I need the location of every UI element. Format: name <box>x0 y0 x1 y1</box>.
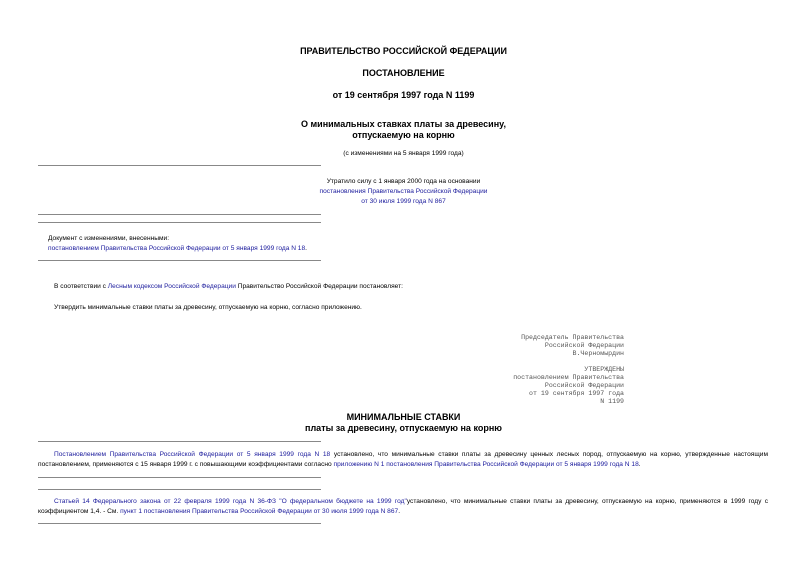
doc-title-line2: отпускаемую на корню <box>352 130 455 140</box>
divider <box>38 477 321 478</box>
invalidation-link-line2[interactable]: от 30 июля 1999 года N 867 <box>361 198 446 205</box>
note-1 <box>38 450 768 470</box>
note1-tail: . <box>638 461 641 468</box>
p1-suffix: Правительство Российской Федерации постановляет: <box>235 283 403 290</box>
invalidation-line1: Утратило силу с 1 января 2000 года на основании <box>326 178 481 185</box>
note1-link-decree[interactable]: Постановлением Правительства Российской Федерации от 5 января 1999 года N 18 <box>54 451 331 458</box>
divider <box>38 214 321 215</box>
signature-line3: В.Черномырдин <box>572 350 624 357</box>
government-heading: ПРАВИТЕЛЬСТВО РОССИЙСКОЙ ФЕДЕРАЦИИ <box>300 46 507 56</box>
body-paragraph-2: Утвердить минимальные ставки платы за древесину, отпускаемую на корню, согласно приложению. <box>54 304 362 311</box>
divider <box>38 441 321 442</box>
note2-link-decree[interactable]: пункт 1 постановления Правительства Российской Федерации от 30 июля 1999 года N 867 <box>120 508 399 515</box>
changes-note-link[interactable]: постановлением Правительства Российской Федерации от 5 января 1999 года N 18 <box>48 245 306 252</box>
note1-link-annex[interactable]: приложению N 1 постановления Правительства Российской Федерации от 5 января 1999 года N 18 <box>333 461 639 468</box>
divider <box>38 222 321 223</box>
divider <box>38 165 321 166</box>
amendments-note: (с изменениями на 5 января 1999 года) <box>343 150 464 157</box>
changes-note-line2 <box>48 245 307 252</box>
approved-line1: УТВЕРЖДЕНЫ <box>584 366 624 373</box>
changes-note-line1: Документ с изменениями, внесенными: <box>48 235 170 242</box>
approved-line2: постановлением Правительства <box>513 374 624 381</box>
p1-prefix: В соответствии с <box>54 283 108 290</box>
doc-title-line1: О минимальных ставках платы за древесину, <box>301 119 506 129</box>
body-paragraph-1 <box>54 283 403 290</box>
divider <box>38 260 321 261</box>
doc-type-heading: ПОСТАНОВЛЕНИЕ <box>362 68 445 78</box>
divider <box>38 489 321 490</box>
note2-link-law[interactable]: Статьей 14 Федерального закона от 22 февраля 1999 года N 36-ФЗ "О федеральном бюджете на 1999 год" <box>54 498 407 505</box>
annex-title-line1: МИНИМАЛЬНЫЕ СТАВКИ <box>346 412 461 422</box>
annex-title-line2: платы за древесину, отпускаемую на корню <box>305 423 502 433</box>
approved-line3: Российской Федерации <box>544 382 624 389</box>
approved-line4: от 19 сентября 1997 года <box>529 390 624 397</box>
note1-text: установлено, что минимальные ставки платы за древесину ценных лесных пород, отпускаемую на корню, утвержденные настоящим постановлением, применяются с 15 января 1999 г. с повышающими коэффициентами согласно <box>38 451 769 468</box>
signature-line1: Председатель Правительства <box>521 334 624 341</box>
divider <box>38 523 321 524</box>
signature-block <box>521 334 624 358</box>
note-2 <box>38 497 768 517</box>
forest-code-link[interactable]: Лесным кодексом Российской Федерации <box>107 283 236 290</box>
signature-line2: Российской Федерации <box>544 342 624 349</box>
doc-date-number: от 19 сентября 1997 года N 1199 <box>332 90 475 100</box>
changes-note-tail: . <box>305 245 307 252</box>
note2-tail: . <box>398 508 401 515</box>
approved-line5: N 1199 <box>600 398 624 405</box>
note2-text: установлено, что минимальные ставки платы за древесину, отпускаемую на корню, применяются в 1999 году с коэффициентом 1,4. - См. <box>38 498 768 515</box>
approved-block <box>513 366 624 406</box>
invalidation-link-line1[interactable]: постановления Правительства Российской Федерации <box>319 188 488 195</box>
